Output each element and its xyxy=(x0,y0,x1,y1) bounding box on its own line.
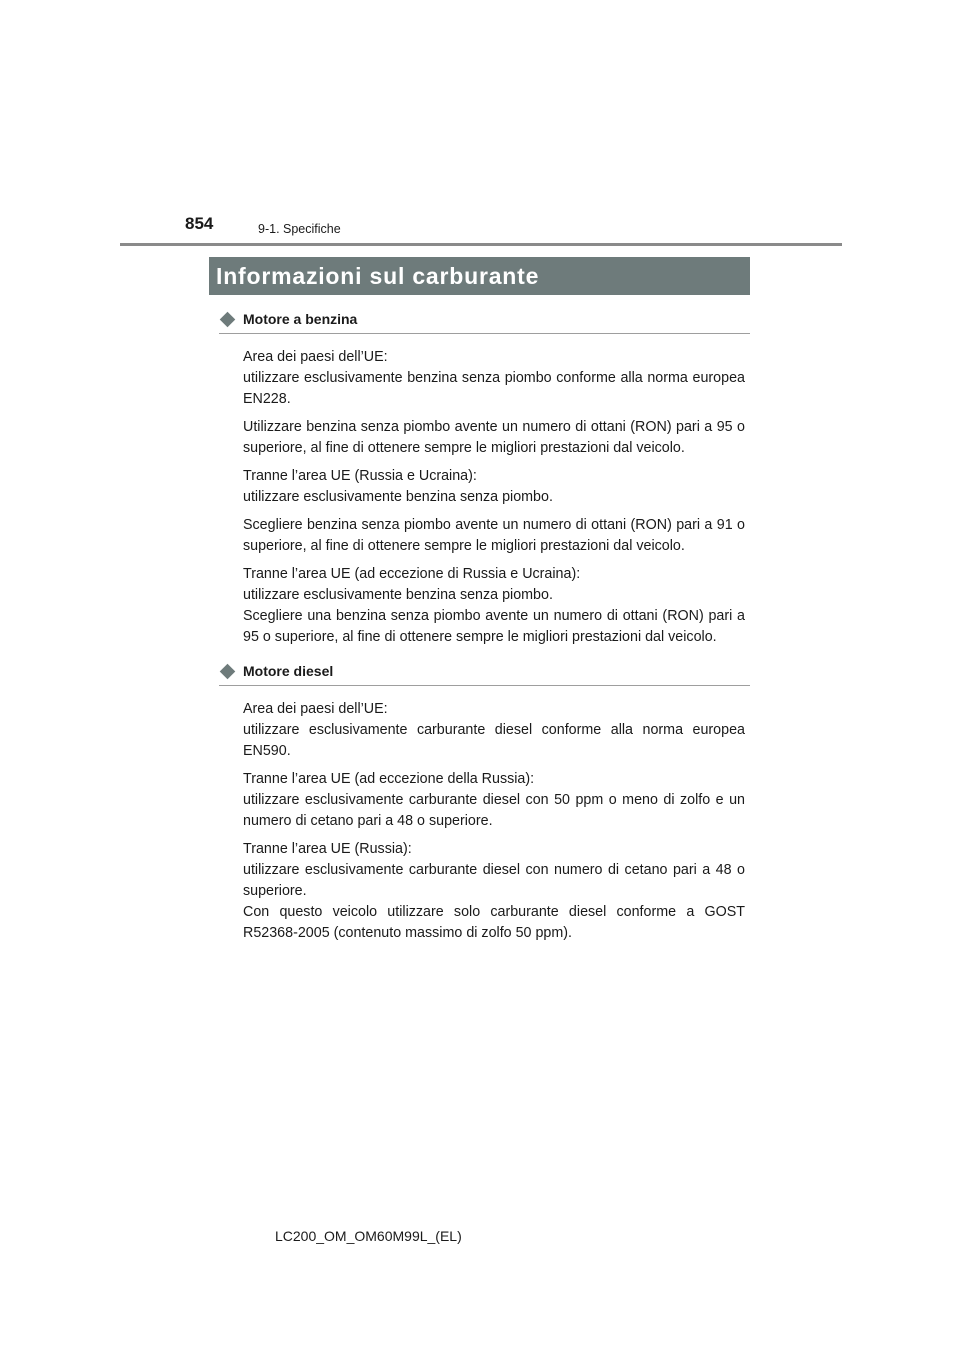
paragraph-line: Area dei paesi dell’UE: xyxy=(243,701,388,717)
paragraph-line: utilizzare esclusivamente carburante diesel con 50 ppm o meno di zolfo e un numero di cetano pari a 48 o superiore. xyxy=(243,792,745,829)
paragraph-line: Tranne l’area UE (ad eccezione della Russia): xyxy=(243,771,535,787)
paragraph-line: Tranne l’area UE (Russia): xyxy=(243,841,412,857)
footer-code: LC200_OM_OM60M99L_(EL) xyxy=(275,1228,462,1244)
paragraph-line: Tranne l’area UE (ad eccezione di Russia e Ucraina): xyxy=(243,566,581,582)
section-heading xyxy=(219,308,750,334)
paragraph-line: Con questo veicolo utilizzare solo carburante diesel conforme a GOST R52368-2005 (contenuto massimo di zolfo 50 ppm). xyxy=(243,904,745,941)
diamond-icon xyxy=(220,663,236,679)
section-heading-label: Motore a benzina xyxy=(243,311,358,327)
diamond-icon xyxy=(220,311,236,327)
page-title: Informazioni sul carburante xyxy=(216,262,540,289)
paragraph-line: utilizzare esclusivamente benzina senza piombo. xyxy=(243,489,553,505)
header-rule xyxy=(120,243,842,246)
section-body xyxy=(243,699,745,944)
paragraph-line: utilizzare esclusivamente carburante diesel con numero di cetano pari a 48 o superiore. xyxy=(243,862,745,899)
paragraph-line: Utilizzare benzina senza piombo avente un numero di ottani (RON) pari a 95 o superiore, al fine di ottenere sempre le migliori prestazioni dal veicolo. xyxy=(243,419,745,456)
paragraph-line: Scegliere una benzina senza piombo avente un numero di ottani (RON) pari a 95 o superiore, al fine di ottenere sempre le migliori prestazioni dal veicolo. xyxy=(243,608,745,645)
section-heading-label: Motore diesel xyxy=(243,663,334,679)
section-diesel xyxy=(219,660,750,944)
paragraph-line: Area dei paesi dell’UE: xyxy=(243,349,388,365)
page-number: 854 xyxy=(185,214,214,233)
paragraph-line: utilizzare esclusivamente carburante diesel conforme alla norma europea EN590. xyxy=(243,722,745,759)
section-gasoline xyxy=(219,308,750,648)
paragraph-line: utilizzare esclusivamente benzina senza piombo conforme alla norma europea EN228. xyxy=(243,370,745,407)
section-heading xyxy=(219,660,750,686)
title-bar xyxy=(209,257,750,295)
paragraph-line: utilizzare esclusivamente benzina senza piombo. xyxy=(243,587,553,603)
paragraph-line: Tranne l’area UE (Russia e Ucraina): xyxy=(243,468,477,484)
chapter-label: 9-1. Specifiche xyxy=(258,222,341,236)
section-body xyxy=(243,347,745,648)
paragraph-line: Scegliere benzina senza piombo avente un numero di ottani (RON) pari a 91 o superiore, al fine di ottenere sempre le migliori prestazioni dal veicolo. xyxy=(243,517,745,554)
